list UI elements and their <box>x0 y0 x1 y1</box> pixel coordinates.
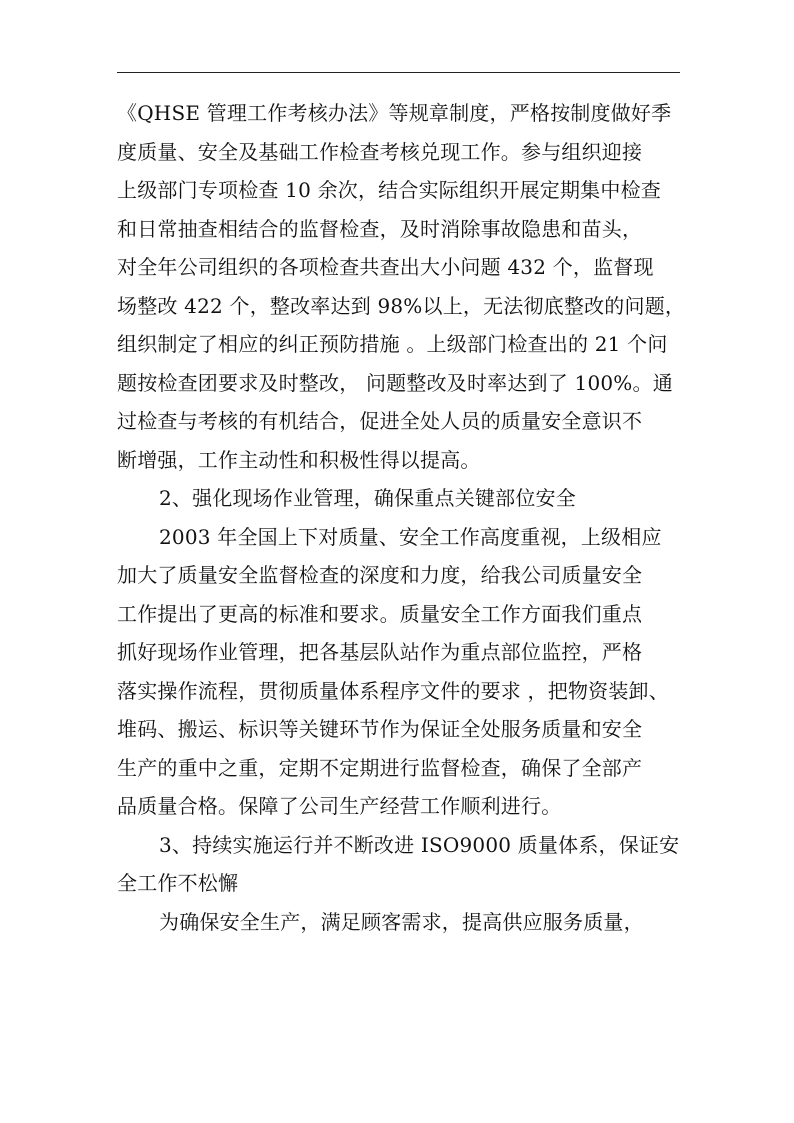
text-line: 工作提出了更高的标准和要求。质量安全工作方面我们重点 <box>117 601 643 626</box>
text-line: 场整改 422 个，整改率达到 98%以上，无法彻底整改的问题， <box>117 293 686 318</box>
text-line: 抓好现场作业管理，把各基层队站作为重点部位监控，严格 <box>117 640 643 664</box>
section-heading: 2、强化现场作业管理，确保重点关键部位安全 <box>159 486 576 510</box>
text-line: 生产的重中之重，定期不定期进行监督检查，确保了全部产 <box>117 755 643 780</box>
text-line: 度质量、安全及基础工作检查考核兑现工作。参与组织迎接 <box>117 139 643 164</box>
section-heading: 3、持续实施运行并不断改进 ISO9000 质量体系，保证安 <box>159 832 680 857</box>
text-line: 堆码、搬运、标识等关键环节作为保证全处服务质量和安全 <box>117 717 643 741</box>
text-line: 对全年公司组织的各项检查共查出大小问题 432 个，监督现 <box>117 255 654 279</box>
header-rule <box>117 72 680 73</box>
text-line: 《QHSE 管理工作考核办法》等规章制度，严格按制度做好季 <box>117 101 672 125</box>
text-line: 品质量合格。保障了公司生产经营工作顺利进行。 <box>117 794 562 818</box>
text-line: 为确保安全生产，满足顾客需求，提高供应服务质量， <box>159 909 644 934</box>
text-line: 断增强，工作主动性和积极性得以提高。 <box>117 447 481 472</box>
text-line: 过检查与考核的有机结合，促进全处人员的质量安全意识不 <box>117 409 643 433</box>
text-line: 题按检查团要求及时整改， 问题整改及时率达到了 100%。通 <box>117 370 673 395</box>
text-line: 落实操作流程，贯彻质量体系程序文件的要求 ，把物资装卸、 <box>117 678 669 703</box>
text-line: 上级部门专项检查 10 余次，结合实际组织开展定期集中检查 <box>117 178 661 202</box>
text-line: 组织制定了相应的纠正预防措施 。上级部门检查出的 21 个问 <box>117 332 668 356</box>
section-heading-continued: 全工作不松懈 <box>117 871 239 895</box>
text-line: 加大了质量安全监督检查的深度和力度，给我公司质量安全 <box>117 563 643 587</box>
text-line: 2003 年全国上下对质量、安全工作高度重视，上级相应 <box>159 524 662 549</box>
document-body <box>117 94 686 941</box>
text-line: 和日常抽查相结合的监督检查，及时消除事故隐患和苗头， <box>117 216 643 241</box>
